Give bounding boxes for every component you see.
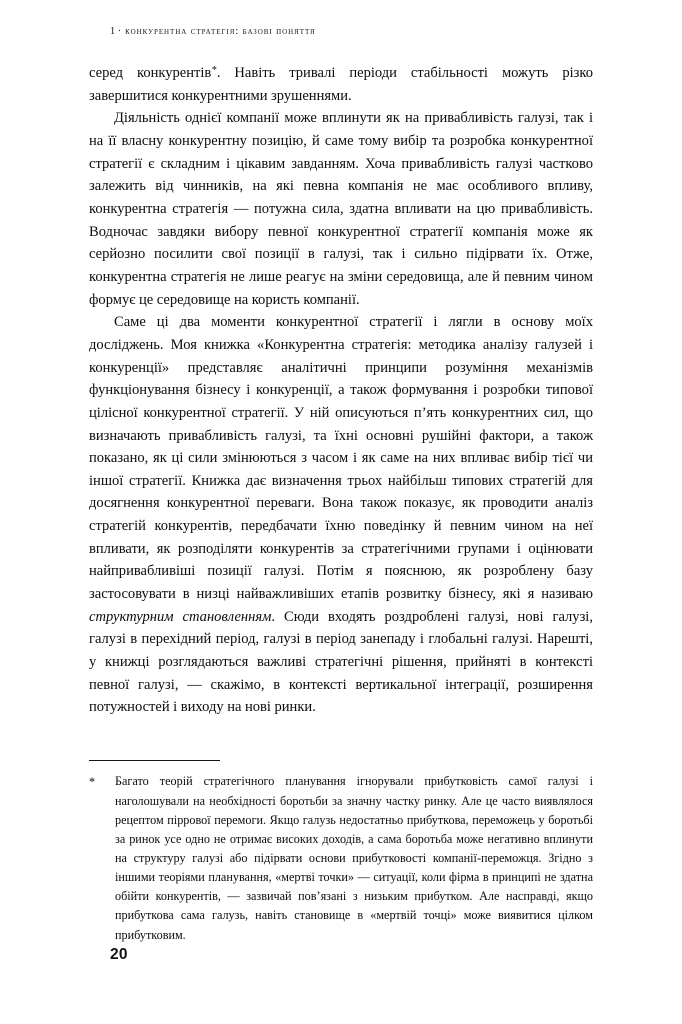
footnote (89, 772, 593, 944)
page-number: 20 (110, 946, 128, 963)
running-header-chapter-title: конкурентна стратегія: базові поняття (125, 26, 316, 37)
paragraph: серед конкурентів*. Навіть тривалі періоди стабільності можуть різко завершитися конкурентними зрушеннями. (89, 64, 593, 104)
body-text-block (89, 62, 593, 719)
paragraph: Діяльність однієї компанії може вплинути як на привабливість галузі, так і на її власну конкурентну позицію, й саме тому вибір та розробка конкурентної стратегії є складним і цікавим завданням. Хоча привабливість галузі частково залежить від чинників, на які певна компанія не має особливого впливу, конкурентна стратегія — потужна сила, здатна впливати на цю привабливість. Водночас завдяки вибору певної конкурентної стратегії компанія може як серйозно посилити свої позиції в галузі, так і сильно підірвати їх. Отже, конкурентна стратегія не лише реагує на зміни середовища, але й певним чином формує це середовище на користь компанії. (89, 110, 593, 308)
footnote-separator-rule (89, 760, 220, 761)
running-header-chapter-number: 1 (110, 26, 116, 37)
footnote-text: Багато теорій стратегічного планування ігнорували прибутковість самої галузі і наголошували на необхідності боротьби за значну частку ринку. Але це часто виявлялося рецептом піррової перемоги. Якщо галузь недостатньо прибуткова, переможець у боротьбі за ринок усе одно не отримає високих доходів, а сама боротьба може негативно вплинути на структуру галузі або підірвати основи прибутковості компанії-переможця. Згідно з іншими теоріями планування, «мертві точки» — ситуації, коли фірма в принципі не здатна обійти конкурентів, — зазвичай пов’язані з низьким прибутком. Але насправді, якщо прибуткова сама галузь, навіть становище в «мертвій точці» може виявитися цілком прибутковим. (115, 774, 593, 942)
footnote-reference[interactable]: * (211, 64, 217, 76)
footnote-marker: * (89, 774, 96, 789)
italic-term: структурним становленням (89, 608, 272, 625)
paragraph: Саме ці два моменти конкурентної стратегії і лягли в основу моїх досліджень. Моя книжка «Конкурентна стратегія: методика аналізу галузей і конкуренції» представляє аналітичні принципи розуміння механізмів функціонування бізнесу і конкуренції, а також формування і розробки типової цілісної конкурентної стратегії. У ній описуються п’ять конкурентних сил, що визначають привабливість галузі, та їхні основні рушійні фактори, а також показано, як ці сили змінюються з часом і як саме на них впливає вибір тієї чи іншої стратегії. Книжка дає визначення трьох найбільш типових стратегій для досягнення конкурентної переваги. Вона також показує, як проводити аналіз стратегій конкурентів, передбачати їхню поведінку й певним чином на неї впливати, як розподіляти конкурентів за стратегічними групами і оцінювати найпривабливіші позиції галузі. Потім я пояснюю, як розроблену базу застосовувати в низці найважливіших етапів розвитку бізнесу, які я називаю структурним становленням. Сюди входять роздроблені галузі, нові галузі, галузі в перехідний період, галузі в період занепаду і глобальні галузі. Нарешті, у книжці розглядаються важливі стратегічні рішення, прийняті в контексті певної галузі, — скажімо, в контексті вертикальної інтеграції, розширення потужностей і виходу на нові ринки. (89, 314, 593, 716)
footnote-zone (89, 760, 593, 945)
running-header (110, 26, 590, 37)
running-header-separator: · (117, 26, 123, 37)
